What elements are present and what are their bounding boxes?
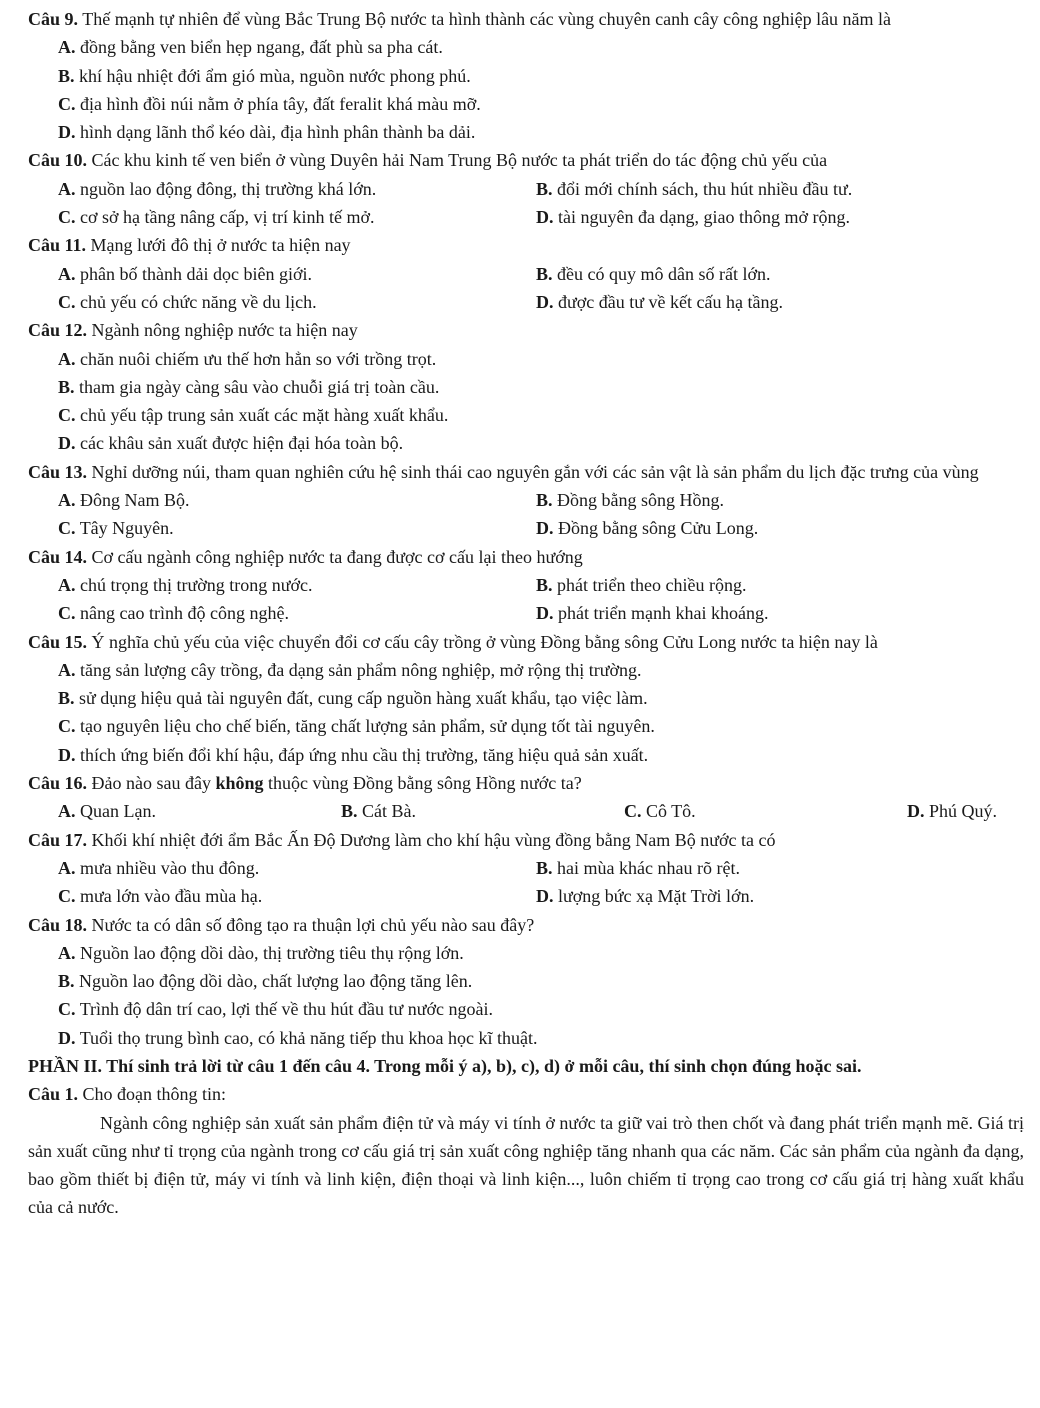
answer-options [28, 656, 1024, 769]
option-text: chú trọng thị trường trong nước. [80, 574, 313, 595]
answer-option [28, 797, 311, 825]
answer-option [28, 486, 536, 514]
answer-option [28, 90, 1024, 118]
question-text: Các khu kinh tế ven biển ở vùng Duyên hải Nam Trung Bộ nước ta phát triển do tác động chủ yếu của [91, 150, 828, 171]
option-text: Đồng bằng sông Cửu Long. [558, 518, 759, 539]
answer-option [28, 175, 536, 203]
answer-option [536, 599, 1040, 627]
question-number: Câu 17. [28, 829, 88, 850]
option-text: đồng bằng ven biển hẹp ngang, đất phù sa pha cát. [80, 37, 443, 58]
option-letter: B. [536, 574, 553, 595]
option-text: tài nguyên đa dạng, giao thông mở rộng. [558, 207, 850, 228]
answer-option [28, 260, 536, 288]
question-number: Câu 11. [28, 235, 87, 256]
question-stem [28, 231, 1024, 259]
option-letter: C. [58, 405, 76, 426]
option-text: sử dụng hiệu quả tài nguyên đất, cung cấp nguồn hàng xuất khẩu, tạo việc làm. [79, 688, 648, 709]
option-letter: A. [58, 37, 76, 58]
option-text: Đông Nam Bộ. [80, 490, 190, 511]
option-row [28, 882, 1024, 910]
option-text: đổi mới chính sách, thu hút nhiều đầu tư. [557, 178, 853, 199]
answer-option [28, 712, 1024, 740]
answer-option [28, 345, 1024, 373]
option-text: Nguồn lao động dồi dào, thị trường tiêu thụ rộng lớn. [80, 942, 464, 963]
option-text: hai mùa khác nhau rõ rệt. [557, 857, 740, 878]
question-stem [28, 628, 1024, 656]
answer-option [536, 175, 1040, 203]
answer-option [536, 854, 1040, 882]
option-letter: C. [58, 207, 76, 228]
option-text: cơ sở hạ tầng nâng cấp, vị trí kinh tế mở. [80, 207, 375, 228]
answer-option [28, 599, 536, 627]
question-block [28, 316, 1024, 457]
answer-options [28, 486, 1024, 543]
answer-option [28, 741, 1024, 769]
question-block [28, 231, 1024, 316]
question-text: Cho đoạn thông tin: [82, 1084, 227, 1105]
question-number: Câu 14. [28, 546, 88, 567]
option-text: địa hình đồi núi nằm ở phía tây, đất feralit khá màu mỡ. [80, 93, 481, 114]
option-letter: A. [58, 263, 76, 284]
option-letter: D. [536, 886, 554, 907]
part-two-heading: PHẦN II. Thí sinh trả lời từ câu 1 đến câu 4. Trong mỗi ý a), b), c), d) ở mỗi câu, thí sinh chọn đúng hoặc sai. [28, 1055, 862, 1076]
option-letter: D. [536, 291, 554, 312]
option-text: Tây Nguyên. [79, 518, 174, 539]
question-stem [28, 826, 1024, 854]
option-text: được đầu tư về kết cấu hạ tầng. [558, 291, 783, 312]
question-number: Câu 16. [28, 773, 88, 794]
answer-options [28, 571, 1024, 628]
question-number: Câu 1. [28, 1084, 79, 1105]
answer-option [536, 288, 1040, 316]
answer-option [28, 62, 1024, 90]
answer-option [28, 203, 536, 231]
answer-option [28, 967, 1024, 995]
option-text: các khâu sản xuất được hiện đại hóa toàn bộ. [80, 433, 404, 454]
option-text: đều có quy mô dân số rất lớn. [557, 263, 771, 284]
option-letter: B. [536, 857, 553, 878]
question-block [28, 146, 1024, 231]
question-stem [28, 316, 1024, 344]
answer-option [877, 797, 997, 825]
option-letter: C. [58, 716, 76, 737]
answer-option [28, 995, 1024, 1023]
answer-option [536, 514, 1040, 542]
option-letter: C. [624, 801, 642, 822]
option-row [28, 175, 1024, 203]
option-text: chủ yếu tập trung sản xuất các mặt hàng xuất khẩu. [80, 405, 449, 426]
answer-option [28, 939, 1024, 967]
option-text: Quan Lạn. [80, 801, 156, 822]
question-block [28, 5, 1024, 146]
option-row [28, 288, 1024, 316]
option-letter: C. [58, 603, 76, 624]
answer-option [28, 401, 1024, 429]
question-number: Câu 12. [28, 320, 88, 341]
question-1-stem [28, 1080, 1024, 1108]
option-letter: A. [58, 857, 76, 878]
answer-options [28, 260, 1024, 317]
question-number: Câu 15. [28, 631, 88, 652]
option-row [28, 797, 1024, 825]
option-letter: D. [536, 518, 554, 539]
option-text: tăng sản lượng cây trồng, đa dạng sản phẩm nông nghiệp, mở rộng thị trường. [80, 659, 642, 680]
option-letter: A. [58, 942, 76, 963]
option-letter: A. [58, 659, 76, 680]
answer-option [28, 1024, 1024, 1052]
answer-option [28, 514, 536, 542]
option-text: nâng cao trình độ công nghệ. [80, 603, 289, 624]
answer-option [536, 571, 1040, 599]
answer-option [28, 288, 536, 316]
answer-option [28, 656, 1024, 684]
option-letter: C. [58, 93, 76, 114]
option-letter: B. [341, 801, 358, 822]
question-text-emphasis: không [215, 773, 264, 794]
option-text: lượng bức xạ Mặt Trời lớn. [558, 886, 755, 907]
option-text: tham gia ngày càng sâu vào chuỗi giá trị toàn cầu. [79, 376, 440, 397]
answer-options [28, 854, 1024, 911]
option-text: Nguồn lao động dồi dào, chất lượng lao động tăng lên. [79, 971, 473, 992]
option-letter: B. [58, 971, 75, 992]
question-text: Mạng lưới đô thị ở nước ta hiện nay [90, 235, 351, 256]
option-text: Đồng bằng sông Hồng. [557, 490, 725, 511]
question-stem [28, 769, 1024, 797]
question-number: Câu 18. [28, 914, 88, 935]
info-paragraph: Ngành công nghiệp sản xuất sản phẩm điện tử và máy vi tính ở nước ta giữ vai trò then chốt và đang phát triển mạnh mẽ. Giá trị sản xuất cũng như tỉ trọng của ngành trong cơ cấu giá trị sản xuất công nghiệp tăng nhanh qua các năm. Các sản phẩm của ngành đa dạng, bao gồm thiết bị điện tử, máy vi tính và linh kiện, điện thoại và linh kiện..., luôn chiếm tỉ trọng cao trong cơ cấu giá trị hàng xuất khẩu của cả nước. [28, 1112, 1024, 1218]
question-text: Khối khí nhiệt đới ẩm Bắc Ấn Độ Dương làm cho khí hậu vùng đồng bằng Nam Bộ nước ta có [91, 829, 776, 850]
question-number: Câu 13. [28, 461, 88, 482]
question-block [28, 628, 1024, 769]
question-text: Thế mạnh tự nhiên để vùng Bắc Trung Bộ nước ta hình thành các vùng chuyên canh cây công nghiệp lâu năm là [82, 9, 892, 29]
option-text: nguồn lao động đông, thị trường khá lớn. [80, 178, 377, 199]
option-letter: B. [536, 178, 553, 199]
option-text: phát triển theo chiều rộng. [557, 574, 747, 595]
question-stem [28, 5, 1024, 33]
option-text: thích ứng biến đổi khí hậu, đáp ứng nhu cầu thị trường, tăng hiệu quả sản xuất. [80, 744, 649, 765]
question-text: Nước ta có dân số đông tạo ra thuận lợi chủ yếu nào sau đây? [91, 914, 535, 935]
answer-option [28, 33, 1024, 61]
option-letter: D. [58, 744, 76, 765]
answer-option [311, 797, 594, 825]
question-text: Ý nghĩa chủ yếu của việc chuyển đổi cơ cấu cây trồng ở vùng Đồng bằng sông Cửu Long nước ta hiện nay là [91, 631, 878, 652]
answer-option [28, 373, 1024, 401]
option-text: chủ yếu có chức năng về du lịch. [80, 291, 317, 312]
option-text: Cô Tô. [646, 801, 696, 822]
option-text: Phú Quý. [929, 801, 998, 822]
answer-options [28, 345, 1024, 458]
option-letter: A. [58, 574, 76, 595]
option-letter: B. [536, 263, 553, 284]
option-letter: D. [907, 801, 925, 822]
option-text: phát triển mạnh khai khoáng. [558, 603, 769, 624]
question-list [28, 5, 1024, 1052]
option-letter: B. [58, 376, 75, 397]
option-row [28, 486, 1024, 514]
option-letter: D. [58, 433, 76, 454]
option-text: mưa lớn vào đầu mùa hạ. [80, 886, 263, 907]
question-text: Cơ cấu ngành công nghiệp nước ta đang được cơ cấu lại theo hướng [91, 546, 583, 567]
option-letter: C. [58, 518, 76, 539]
part-two-section [28, 1052, 1024, 1222]
answer-option [28, 684, 1024, 712]
option-text: tạo nguyên liệu cho chế biến, tăng chất lượng sản phẩm, sử dụng tốt tài nguyên. [80, 716, 655, 737]
option-letter: B. [58, 65, 75, 86]
answer-option [28, 118, 1024, 146]
answer-option [28, 854, 536, 882]
option-row [28, 599, 1024, 627]
answer-option [536, 203, 1040, 231]
question-block [28, 826, 1024, 911]
option-letter: B. [536, 490, 553, 511]
question-stem [28, 458, 1024, 486]
option-text: hình dạng lãnh thổ kéo dài, địa hình phân thành ba dải. [80, 122, 476, 143]
option-row [28, 571, 1024, 599]
option-letter: B. [58, 688, 75, 709]
question-text: Đảo nào sau đây [91, 773, 216, 794]
question-text: thuộc vùng Đồng bằng sông Hồng nước ta? [263, 773, 582, 794]
question-text: Nghỉ dưỡng núi, tham quan nghiên cứu hệ sinh thái cao nguyên gắn với các sản vật là sản phẩm du lịch đặc trưng của vùng [91, 461, 979, 482]
option-text: Trình độ dân trí cao, lợi thế về thu hút đầu tư nước ngoài. [79, 999, 494, 1020]
question-stem [28, 911, 1024, 939]
option-row [28, 854, 1024, 882]
answer-options [28, 175, 1024, 232]
option-text: mưa nhiều vào thu đông. [80, 857, 260, 878]
option-letter: A. [58, 348, 76, 369]
answer-option [594, 797, 877, 825]
answer-option [28, 882, 536, 910]
answer-option [28, 429, 1024, 457]
answer-option [536, 486, 1040, 514]
question-stem [28, 543, 1024, 571]
answer-options [28, 33, 1024, 146]
answer-option [28, 571, 536, 599]
option-text: Cát Bà. [362, 801, 417, 822]
option-letter: C. [58, 886, 76, 907]
question-number: Câu 10. [28, 150, 88, 171]
question-text: Ngành nông nghiệp nước ta hiện nay [91, 320, 358, 341]
option-row [28, 260, 1024, 288]
option-letter: D. [536, 207, 554, 228]
option-letter: A. [58, 178, 76, 199]
option-text: khí hậu nhiệt đới ẩm gió mùa, nguồn nước phong phú. [79, 65, 471, 86]
answer-option [536, 882, 1040, 910]
question-block [28, 769, 1024, 826]
question-number: Câu 9. [28, 9, 79, 29]
option-letter: A. [58, 801, 76, 822]
option-letter: C. [58, 291, 76, 312]
question-block [28, 543, 1024, 628]
answer-options [28, 797, 1024, 825]
option-letter: D. [58, 122, 76, 143]
option-text: Tuổi thọ trung bình cao, có khả năng tiếp thu khoa học kĩ thuật. [79, 1027, 538, 1048]
answer-options [28, 939, 1024, 1052]
option-row [28, 514, 1024, 542]
answer-option [536, 260, 1040, 288]
question-block [28, 911, 1024, 1052]
option-letter: A. [58, 490, 76, 511]
option-letter: D. [58, 1027, 76, 1048]
question-block [28, 458, 1024, 543]
question-stem [28, 146, 1024, 174]
option-text: phân bố thành dải dọc biên giới. [80, 263, 312, 284]
option-row [28, 203, 1024, 231]
option-letter: C. [58, 999, 76, 1020]
option-text: chăn nuôi chiếm ưu thế hơn hẳn so với trồng trọt. [80, 348, 437, 369]
option-letter: D. [536, 603, 554, 624]
